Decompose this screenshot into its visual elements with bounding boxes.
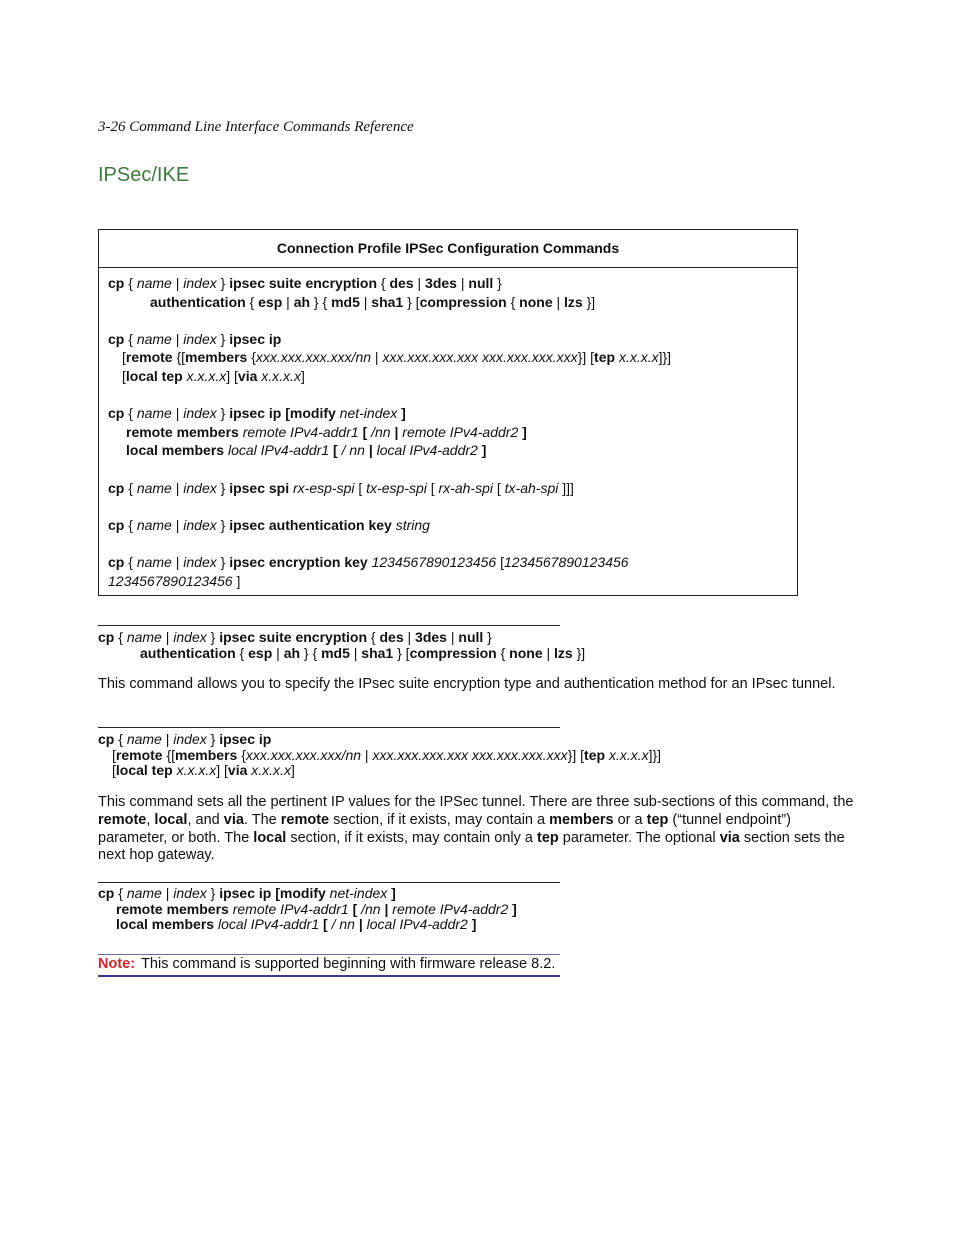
syntax-ipsec-ip: cp { name | index } ipsec ip [remote {[members {xxx.xxx.xxx.xxx/nn | xxx.xxx.xxx.xxx xxx.xxx.xxx.xxx}] [tep x.x.x.x]}] [local tep x.x.x.x] [via x.x.x.x] bbox=[98, 731, 662, 778]
note-label: Note: bbox=[98, 956, 136, 972]
note-text: This command is supported beginning with firmware release 8.2. bbox=[141, 956, 556, 972]
cmd-ipsec-enc-key: cp { name | index } ipsec encryption key 1234567890123456 [1234567890123456 1234567890123456 ] bbox=[108, 553, 629, 589]
note-box bbox=[98, 954, 560, 977]
table-body bbox=[99, 268, 797, 596]
divider-rule bbox=[98, 625, 560, 626]
cmd-ipsec-spi: cp { name | index } ipsec spi rx-esp-spi [ tx-esp-spi [ rx-ah-spi [ tx-ah-spi ]]] bbox=[108, 479, 574, 496]
cmd-suite-encryption: cp { name | index } ipsec suite encryption { des | 3des | null } authentication { esp | ah } { md5 | sha1 } [compression { none | lzs }] bbox=[108, 275, 596, 310]
page-header: 3-26 Command Line Interface Commands Reference bbox=[98, 119, 414, 135]
cmd-ipsec-auth-key: cp { name | index } ipsec authentication key string bbox=[108, 516, 430, 533]
cmd-ipsec-ip-modify: cp { name | index } ipsec ip [modify net-index ] remote members remote IPv4-addr1 [ /nn | remote IPv4-addr2 ] local members local IPv4-addr1 [ / nn | local IPv4-addr2 ] bbox=[108, 405, 527, 459]
command-table bbox=[98, 229, 798, 596]
description-suite-encryption: This command allows you to specify the IPsec suite encryption type and authentication method for an IPsec tunnel. bbox=[98, 676, 836, 692]
description-ipsec-ip: This command sets all the pertinent IP values for the IPSec tunnel. There are three sub-sections of this command, the remote, local, and via. The remote section, if it exists, may contain a members or a tep (“tunnel endpoint”) parameter, or both. The local section, if it exists, may contain only a tep parameter. The optional via section sets the next hop gateway. bbox=[98, 794, 854, 864]
divider-rule bbox=[98, 882, 560, 883]
section-title: IPSec/IKE bbox=[98, 164, 190, 186]
syntax-suite-encryption: cp { name | index } ipsec suite encryption { des | 3des | null } authentication { esp | ah } { md5 | sha1 } [compression { none | lzs }] bbox=[98, 629, 586, 661]
divider-rule bbox=[98, 727, 560, 728]
table-title: Connection Profile IPSec Configuration Commands bbox=[99, 230, 797, 268]
syntax-ipsec-ip-modify: cp { name | index } ipsec ip [modify net-index ] remote members remote IPv4-addr1 [ /nn | remote IPv4-addr2 ] local members local IPv4-addr1 [ / nn | local IPv4-addr2 ] bbox=[98, 885, 517, 932]
cmd-ipsec-ip: cp { name | index } ipsec ip [remote {[members {xxx.xxx.xxx.xxx/nn | xxx.xxx.xxx.xxx xxx.xxx.xxx.xxx}] [tep x.x.x.x]}] [local tep x.x.x.x] [via x.x.x.x] bbox=[108, 330, 672, 384]
